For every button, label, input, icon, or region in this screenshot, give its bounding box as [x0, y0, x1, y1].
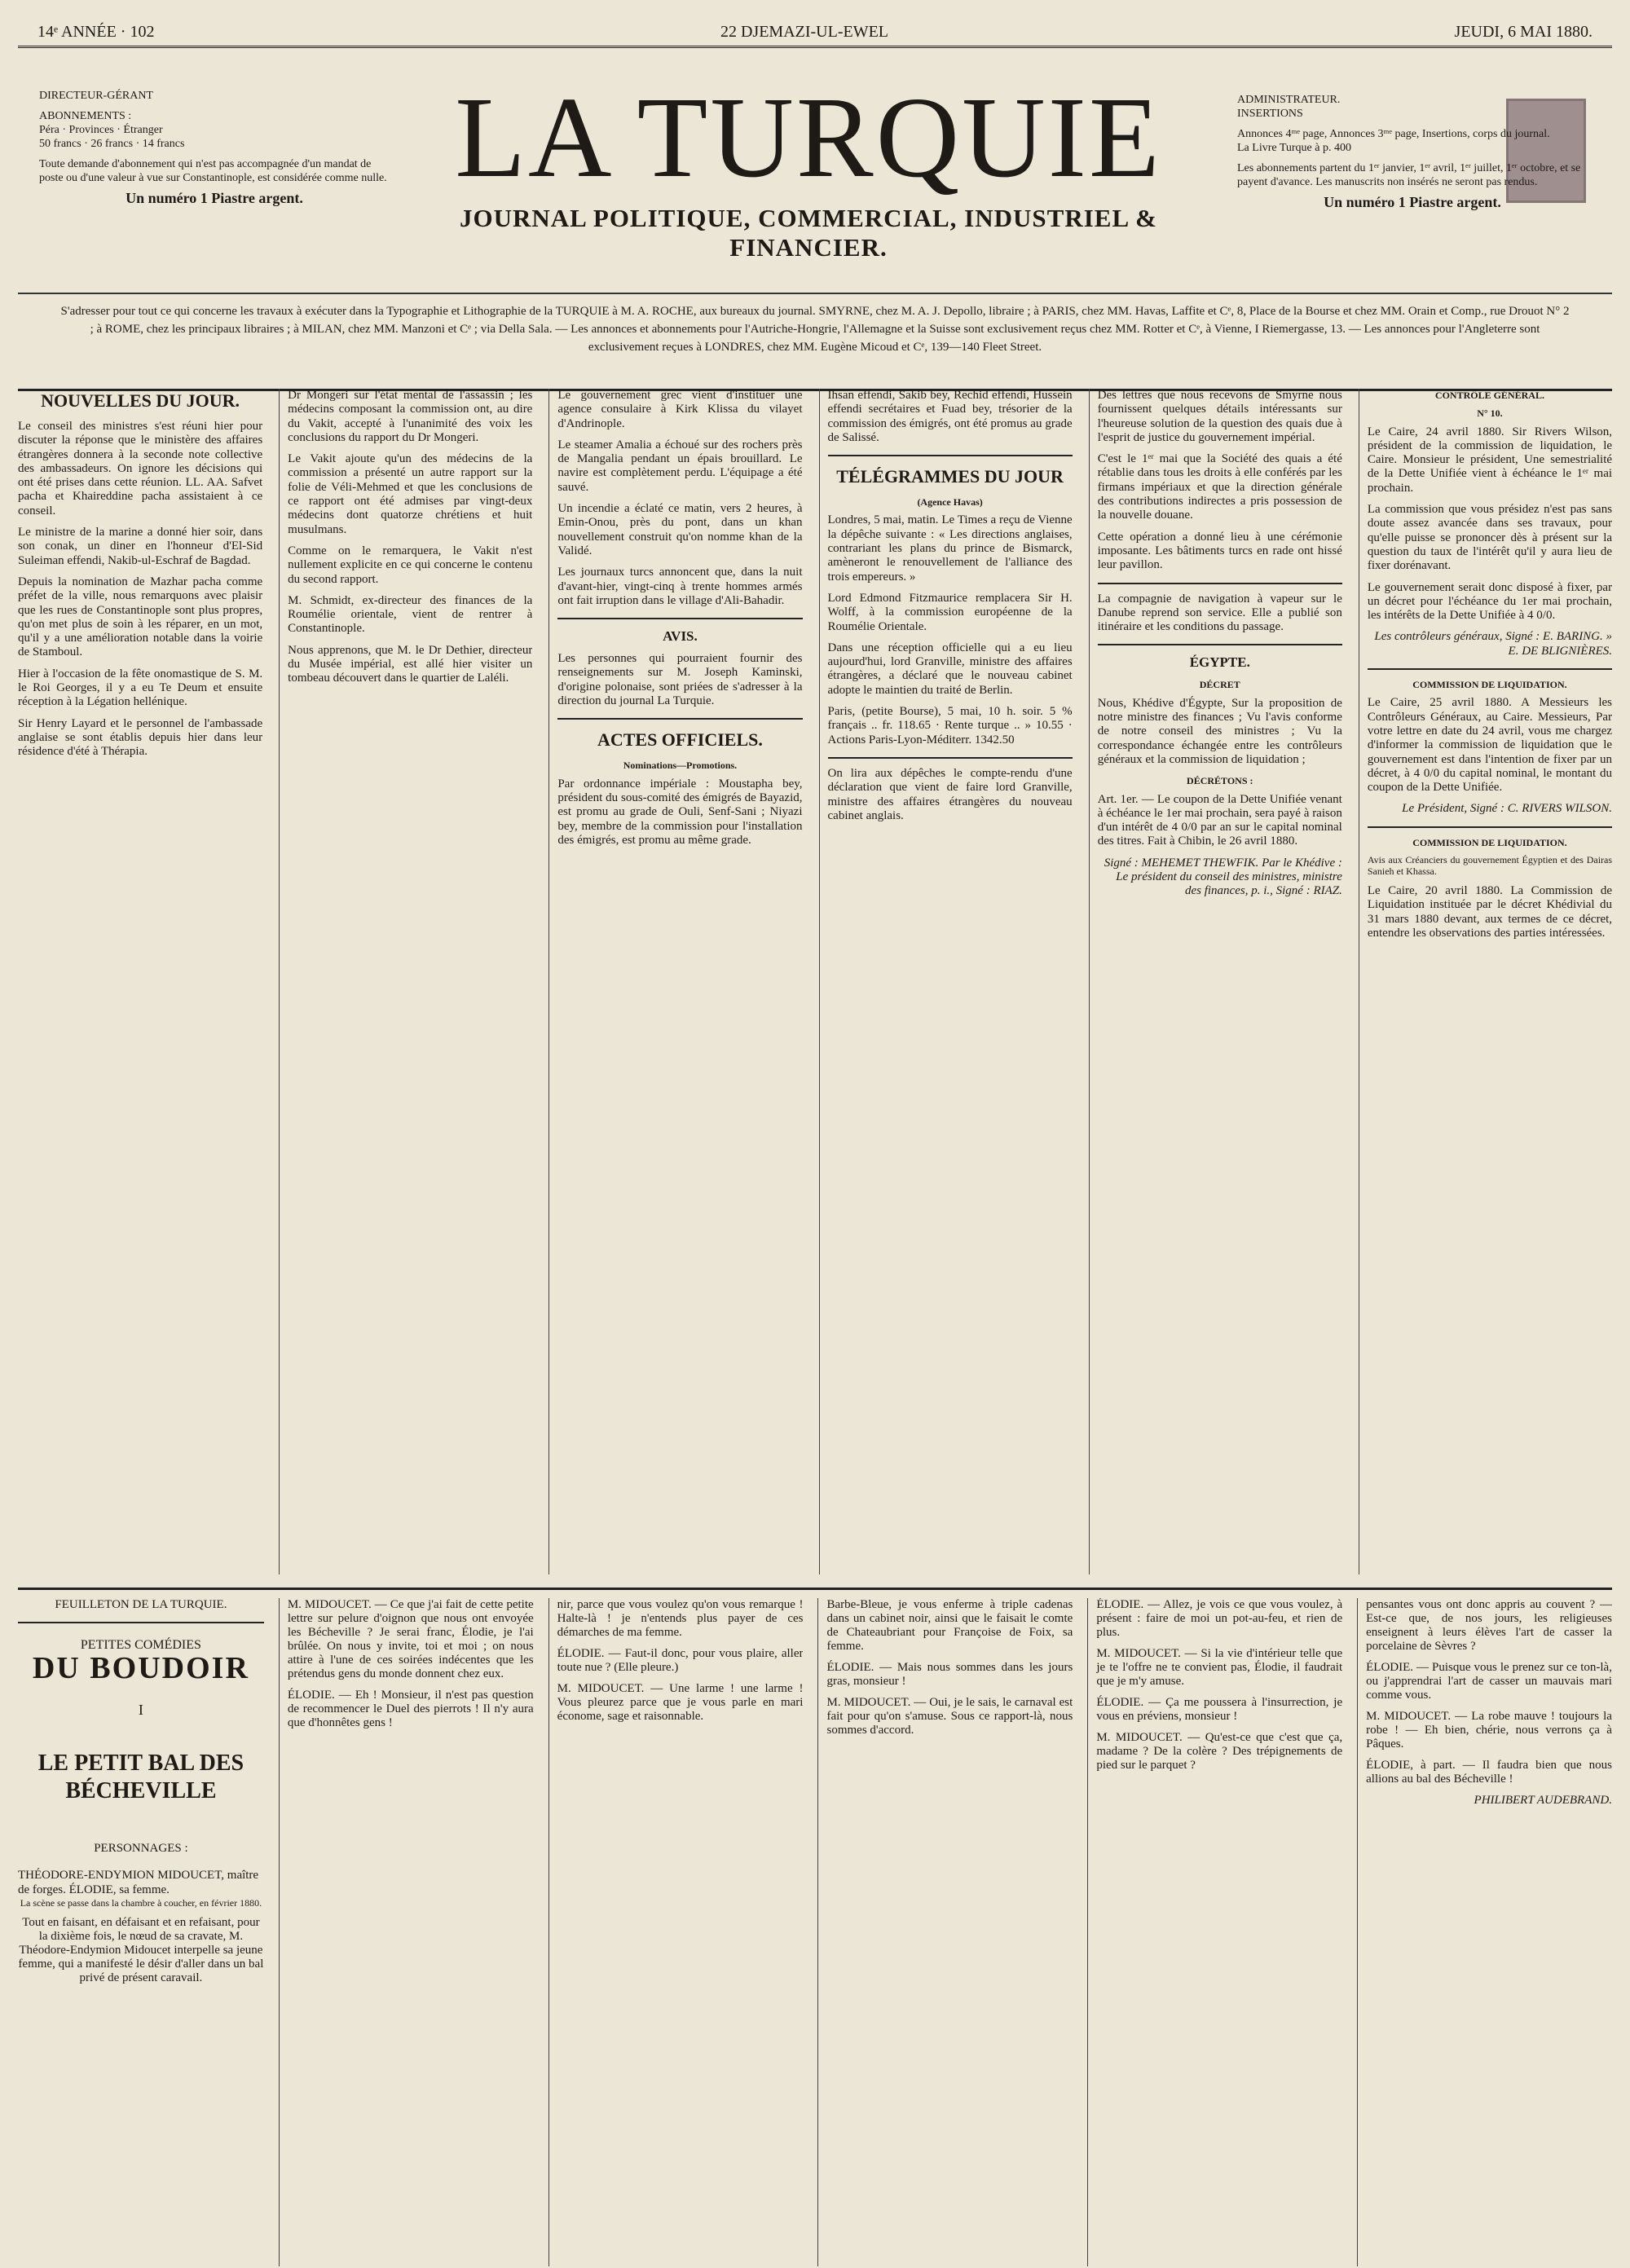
news-paragraph: Un incendie a éclaté ce matin, vers 2 heures, à Emin-Onou, près du pont, dans un khan nouvellement construit qu'on nomme khan de la Validé. — [557, 502, 803, 557]
feuilleton-title-column — [18, 1598, 264, 2266]
dialogue: M. MIDOUCET. — Qu'est-ce que c'est que ça, madame ? De la colère ? Des trépignements de pied sur le parquet ? — [1096, 1731, 1343, 1772]
feuilleton-column-2 — [279, 1598, 534, 2266]
news-paragraph: Le steamer Amalia a échoué sur des rochers près de Mangalia pendant un épais brouillard. Le navire est complètement perdu. L'équipage a été sauvé. — [557, 438, 803, 494]
characters-heading: PERSONNAGES : — [94, 1842, 188, 1855]
news-paragraph: On lira aux dépêches le compte-rendu d'une déclaration que vient de faire lord Granville, ministre des affaires étrangères du nouveau cabinet anglais. — [827, 766, 1073, 822]
top-line — [18, 18, 1612, 48]
column-2 — [279, 389, 532, 1574]
series-title-small: PETITES COMÉDIES — [80, 1638, 201, 1652]
nominations-heading: Nominations—Promotions. — [623, 760, 738, 772]
commission-signature: Le Président, Signé : C. RIVERS WILSON. — [1402, 802, 1613, 816]
dialogue: ÉLODIE. — Puisque vous le prenez sur ce ton-là, ou j'apprendrai l'art de casser un mauvais mari comme vous. — [1366, 1661, 1612, 1702]
dialogue: M. MIDOUCET. — Si la vie d'intérieur telle que je te l'offre ne te convient pas, Élodie, il faudrait que je m'y amuse. — [1096, 1647, 1343, 1688]
newspaper-title: LA TURQUIE — [455, 73, 1162, 201]
subscription-prices: 50 francs · 26 francs · 14 francs — [39, 138, 185, 150]
section-rule — [557, 718, 802, 720]
section-rule — [1368, 668, 1612, 670]
decreed-label: DÉCRÉTONS : — [1187, 775, 1253, 787]
news-paragraph: Comme on le remarquera, le Vakit n'est nullement explicite en ce qui concerne le contenu du second rapport. — [288, 544, 533, 586]
control-heading: CONTRÔLE GÉNÉRAL. — [1434, 390, 1544, 401]
printing-notice: S'adresser pour tout ce qui concerne les travaux à exécuter dans la Typographie et Lithographie de la TURQUIE à M. A. ROCHE, aux bureaux du journal. SMYRNE, chez M. A. J. Depollo, libraire ; à PARIS, chez MM. Havas, Laffite et Cᵉ, 8, Place de la Bourse et chez MM. Orain et Comp., rue Drouot N° 2 ; à ROME, chez les principaux libraires ; à MILAN, chez MM. Manzoni et Cᵉ ; via Della Sala. — Les annonces et abonnements pour l'Autriche-Hongrie, l'Allemagne et la Suisse sont exclusivement reçus chez MM. Rotter et Cᵉ, à Vienne, I Riemergasse, 13. — Les annonces pour l'Angleterre sont exclusivement reçues à LONDRES, chez MM. Eugène Micoud et Cᵉ, 139—140 Fleet Street. — [18, 294, 1612, 391]
news-paragraph: Ihsan effendi, Sakib bey, Rechid effendi, Hussein effendi secrétaires et Fuad bey, trésorier de la commission des émigrés, ont été promus au grade de Salissé. — [827, 389, 1073, 444]
dialogue: Barbe-Bleue, je vous enferme à triple cadenas dans un cabinet noir, ainsi que le faisait le comte de Chateaubriant pour Françoise de Foix, sa femme. — [826, 1598, 1073, 1653]
section-rule — [828, 757, 1073, 759]
news-paragraph: C'est le 1ᵉʳ mai que la Société des quais a été rétablie dans tous les droits à elle conférés par les firmans impériaux et que la direction générale des contributions indirectes a pris possession de la nouvelle douane. — [1097, 452, 1342, 522]
chapter-number: I — [138, 1702, 143, 1718]
commission-heading: COMMISSION DE LIQUIDATION. — [1412, 836, 1567, 848]
dialogue: ÉLODIE. — Mais nous sommes dans les jours gras, monsieur ! — [826, 1661, 1073, 1688]
subscription-note: Toute demande d'abonnement qui n'est pas accompagnée d'un mandat de poste ou d'une valeur à vue sur Constantinople, est considérée comme nulle. — [39, 158, 387, 184]
front-page-columns — [18, 389, 1612, 1574]
admin-label: ADMINISTRATEUR. — [1237, 94, 1341, 106]
series-title-large: DU BOUDOIR — [32, 1651, 249, 1685]
dialogue: M. MIDOUCET. — Oui, je le sais, le carnaval est fait pour qu'on s'amuse. Sous ce rapport-là, nous sommes d'accord. — [826, 1696, 1073, 1737]
creditors-notice: Le Caire, 20 avril 1880. La Commission de Liquidation instituée par le décret Khédivial du 31 mars 1880 devant, aux termes de ce décret, entendre les observations des parties intéressées. — [1367, 884, 1613, 940]
letter-paragraph: Le gouvernement serait donc disposé à fixer, par un décret pour l'échéance du 1er mai prochain, les intérêts de la Dette Unifiée à 4 0/0. — [1367, 580, 1613, 623]
letter-signature: Les contrôleurs généraux, Signé : E. BARING. » E. DE BLIGNIÈRES. — [1374, 630, 1613, 658]
news-paragraph: Des lettres que nous recevons de Smyrne nous fournissent quelques détails intéressants sur l'heureuse solution de la question des quais due à l'esprit de justice du gouvernement impérial. — [1097, 389, 1342, 444]
column-1 — [18, 389, 262, 1574]
date: JEUDI, 6 MAI 1880. — [1454, 22, 1593, 41]
news-paragraph: Le Vakit ajoute qu'un des médecins de la commission a présenté un autre rapport sur la folie de Véli-Mehmed et que les conclusions de ce rapport ont été admises par vingt-deux médecins dont quatorze chrétiens et huit musulmans. — [288, 452, 533, 536]
decree-heading: DÉCRET — [1199, 679, 1240, 691]
left-price: Un numéro 1 Piastre argent. — [126, 190, 303, 206]
dialogue: ÉLODIE, à part. — Il faudra bien que nous allions au bal des Bécheville ! — [1366, 1759, 1612, 1786]
column-4 — [819, 389, 1073, 1574]
official-acts-paragraph: Par ordonnance impériale : Moustapha bey, président du sous-comité des émigrés de Bayazid, est promu au grade de Ouli, Senf-Sani ; Niyazi bey, membre de la commission pour l'installation des émigrés, est promu au même grade. — [557, 777, 803, 847]
news-paragraph: La compagnie de navigation à vapeur sur le Danube reprend son service. Elle a publié son itinéraire et les conditions du passage. — [1097, 592, 1342, 634]
insertions-label: INSERTIONS — [1237, 108, 1303, 120]
issue-number: 14ᵉ ANNÉE · 102 — [37, 22, 155, 41]
news-paragraph: Le conseil des ministres s'est réuni hier pour discuter la réponse que le ministère des affaires étrangères donnera à la seconde note collective des ambassadeurs. On ignore les décisions qui ont été prises dans cette réunion. LL. AA. Safvet pacha et Khaireddine pacha assistaient à ce conseil. — [18, 420, 263, 517]
news-paragraph: Le ministre de la marine a donné hier soir, dans son conak, un diner en l'honneur d'El-Sid Suleiman effendi, Nakib-ul-Eschraf de Bagdad. — [18, 526, 263, 567]
section-rule — [18, 1622, 264, 1623]
letter-paragraph: La commission que vous présidez n'est pas sans doute assez avancée dans ses travaux, pour qu'elle puisse se prononcer dès à présent sur la question du taux de l'intérêt qu'il y aura lieu de fixer dorénavant. — [1367, 503, 1613, 573]
section-rule — [557, 618, 802, 619]
news-paragraph: Sir Henry Layard et le personnel de l'ambassade anglaise se sont établis depuis hier dans leur résidence d'été à Thérapia. — [18, 716, 263, 759]
section-rule — [1368, 826, 1612, 828]
telegram-paragraph: Londres, 5 mai, matin. Le Times a reçu de Vienne la dépêche suivante : « Les directions anglaises, contrariant les plans du prince de Bismarck, amèneront le renouvellement de l'alliance des trois empereurs. » — [827, 513, 1073, 584]
subscriptions-label: ABONNEMENTS : — [39, 110, 132, 122]
news-paragraph: Hier à l'occasion de la fête onomastique de S. M. le Roi Georges, il y a eu Te Deum et ensuite réception à la Légation hellénique. — [18, 667, 263, 709]
dialogue: M. MIDOUCET. — Ce que j'ai fait de cette petite lettre sur pelure d'oignon que nous ont envoyée les Bécheville ? Je serai franc, Élodie, je l'ai brûlée. On nous y invite, toi et moi ; on nous attire à l'une de ces soirées indécentes que les prétendus gens du monde donnent chez eux. — [287, 1598, 534, 1680]
decree-signature: Signé : MEHEMET THEWFIK. Par le Khédive : Le président du conseil des ministres, ministre des finances, p. i., Signé : RIAZ. — [1104, 856, 1342, 898]
hijri-date: 22 DJEMAZI-UL-EWEL — [720, 22, 889, 41]
director-label: DIRECTEUR-GÉRANT — [39, 90, 153, 102]
letter-paragraph: Le Caire, 24 avril 1880. Sir Rivers Wilson, président de la commission de liquidation, le Caire. Monsieur le président, Une semestrialité de la Dette Unifiée vient à échéance le 1ᵉʳ mai prochain. — [1367, 425, 1613, 495]
dialogue: ÉLODIE. — Allez, je vois ce que vous voulez, à présent : faire de moi un pot-au-feu, et rien de plus. — [1096, 1598, 1343, 1639]
section-rule — [1098, 644, 1342, 645]
news-paragraph: Le gouvernement grec vient d'instituer une agence consulaire à Kirk Klissa du vilayet d'Andrinople. — [557, 389, 803, 430]
ad-rates: Annonces 4ᵐᵉ page, Annonces 3ᵐᵉ page, Insertions, corps du journal. — [1237, 128, 1550, 140]
column-6 — [1359, 389, 1612, 1574]
feuilleton-column-5 — [1087, 1598, 1342, 2266]
decree-paragraph: Art. 1er. — Le coupon de la Dette Unifiée venant à échéance le 1er mai prochain, sera payé à raison d'un intérêt de 4 0/0 par an sur le capital nominal des titres. Fait à Chibin, le 26 avril 1880. — [1097, 792, 1342, 848]
feuilleton-label: FEUILLETON DE LA TURQUIE. — [55, 1598, 227, 1611]
subscription-box — [39, 89, 390, 205]
avis-heading: AVIS. — [663, 628, 698, 645]
avis-paragraph: Les personnes qui pourraient fournir des renseignements sur M. Joseph Kaminski, d'origine polonaise, sont priées de s'adresser à la direction du journal La Turquie. — [557, 652, 803, 708]
section-rule — [1098, 583, 1342, 584]
feuilleton-text: Tout en faisant, en défaisant et en refaisant, pour la dixième fois, le nœud de sa cravate, M. Théodore-Endymion Midoucet interpelle sa jeune femme, qui a manifesté le désir d'aller dans un bal privé de présent caravail. — [18, 1916, 264, 1984]
telegrams-heading: TÉLÉGRAMMES DU JOUR — [836, 466, 1064, 487]
dialogue: ÉLODIE. — Ça me poussera à l'insurrection, je vous en préviens, monsieur ! — [1096, 1696, 1343, 1723]
egypt-heading: ÉGYPTE. — [1189, 654, 1250, 671]
letter-number: N° 10. — [1477, 407, 1503, 420]
letter-paragraph: Le Caire, 25 avril 1880. A Messieurs les Contrôleurs Généraux, au Caire. Messieurs, Par votre lettre en date du 24 avril, vous me chargez d'informer la commission de liquidation que le gouvernement est dans l'intention de fixer par un décret, à 4 0/0 du capital nominal, le montant du coupon de la Dette Unifiée. — [1367, 696, 1613, 795]
creditors-notice-heading: Avis aux Créanciers du gouvernement Égyptien et des Dairas Sanieh et Khassa. — [1367, 854, 1613, 878]
news-paragraph: Depuis la nomination de Mazhar pacha comme préfet de la ville, nous remarquons avec plaisir que les rues de Constantinople sont plus propres, qu'on met plus de soin à les réparer, en un mot, qu'il y a une amélioration notable dans la voirie de Stamboul. — [18, 575, 263, 659]
news-paragraph: Cette opération a donné lieu à une cérémonie imposante. Les bâtiments turcs en rade ont hissé leur pavillon. — [1097, 530, 1342, 572]
advertising-note: Les abonnements partent du 1ᵉʳ janvier, 1ᵉʳ avril, 1ᵉʳ juillet, 1ᵉʳ octobre, et se payent d'avance. Les manuscrits non insérés ne seront pas rendus. — [1237, 162, 1581, 188]
agency-label: (Agence Havas) — [917, 496, 983, 509]
news-paragraph: Nous apprenons, que M. le Dr Dethier, directeur du Musée impérial, est allé hier visiter un tombeau découvert dans le quartier de Laléli. — [288, 643, 533, 685]
dialogue: pensantes vous ont donc appris au couvent ? — Est-ce que, de nos jours, les religieuses enseignent à leurs élèves l'art de casser la porcelaine de Sèvres ? — [1366, 1598, 1612, 1653]
dialogue: ÉLODIE. — Faut-il donc, pour vous plaire, aller toute nue ? (Elle pleure.) — [557, 1647, 804, 1674]
market-quotes: Paris, (petite Bourse), 5 mai, 10 h. soir. 5 % français .. fr. 118.65 · Rente turque .. » 10.55 · Actions Paris-Lyon-Méditerr. 1342.50 — [827, 705, 1073, 746]
subscription-rows: Péra · Provinces · Étranger — [39, 124, 163, 136]
feuilleton-column-6 — [1357, 1598, 1612, 2266]
decree-paragraph: Nous, Khédive d'Égypte, Sur la proposition de notre ministre des finances ; Vu l'avis conforme de notre conseil des ministres ; Vu la correspondance échangée entre les contrôleurs généraux et la commission de liquidation ; — [1097, 696, 1342, 766]
author-signature: PHILIBERT AUDEBRAND. — [1474, 1794, 1612, 1807]
news-paragraph: Dr Mongeri sur l'état mental de l'assassin ; les médecins composant la commission ont, au dire du Vakit, accepté à l'unanimité des voix les conclusions du rapport du Dr Mongeri. — [288, 389, 533, 444]
dialogue: ÉLODIE. — Eh ! Monsieur, il n'est pas question de recommencer le Duel des pierrots ! Il n'y aura que d'honnêtes gens ! — [287, 1689, 534, 1729]
masthead — [18, 48, 1612, 294]
section-rule — [828, 455, 1073, 456]
newspaper-page — [18, 18, 1612, 2255]
feuilleton-column-3 — [548, 1598, 804, 2266]
play-title: LE PETIT BAL DES BÉCHEVILLE — [37, 1751, 244, 1803]
exchange-rate: La Livre Turque à p. 400 — [1237, 142, 1351, 154]
news-paragraph: Les journaux turcs annoncent que, dans la nuit d'avant-hier, vingt-cinq à trente hommes armés ont fait irruption dans le village d'Ali-Bahadir. — [557, 566, 803, 607]
right-price: Un numéro 1 Piastre argent. — [1324, 194, 1501, 210]
telegram-paragraph: Dans une réception officielle qui a eu lieu aujourd'hui, lord Granville, ministre des affaires étrangères, a déclaré que le nouveau cabinet adopte le maintien du traité de Berlin. — [827, 641, 1073, 697]
dialogue: nir, parce que vous voulez qu'on vous remarque ! Halte-là ! je n'entends plus payer de ces démarches de ma femme. — [557, 1598, 804, 1639]
newspaper-subtitle: JOURNAL POLITIQUE, COMMERCIAL, INDUSTRIEL & FINANCIER. — [460, 204, 1157, 262]
feuilleton-section — [18, 1588, 1612, 2266]
news-heading: NOUVELLES DU JOUR. — [41, 390, 240, 411]
commission-heading: COMMISSION DE LIQUIDATION. — [1412, 679, 1567, 691]
official-acts-heading: ACTES OFFICIELS. — [597, 729, 763, 751]
feuilleton-column-4 — [817, 1598, 1073, 2266]
characters-list: THÉODORE-ENDYMION MIDOUCET, maître de forges. ÉLODIE, sa femme. — [18, 1869, 259, 1896]
news-paragraph: M. Schmidt, ex-directeur des finances de la Roumélie orientale, vient de rentrer à Constantinople. — [288, 593, 533, 636]
telegram-paragraph: Lord Edmond Fitzmaurice remplacera Sir H. Wolff, à la commission européenne de la Roumélie Orientale. — [827, 591, 1073, 633]
column-3 — [548, 389, 802, 1574]
title-block — [409, 73, 1208, 262]
column-5 — [1089, 389, 1342, 1574]
stage-direction: La scène se passe dans la chambre à coucher, en février 1880. — [20, 1897, 262, 1909]
dialogue: M. MIDOUCET. — Une larme ! une larme ! Vous pleurez parce que je vous parle en mari économe, sage et raisonnable. — [557, 1682, 804, 1723]
advertising-box — [1237, 93, 1588, 209]
dialogue: M. MIDOUCET. — La robe mauve ! toujours la robe ! — Eh bien, chérie, nous verrons ça à Pâques. — [1366, 1710, 1612, 1751]
